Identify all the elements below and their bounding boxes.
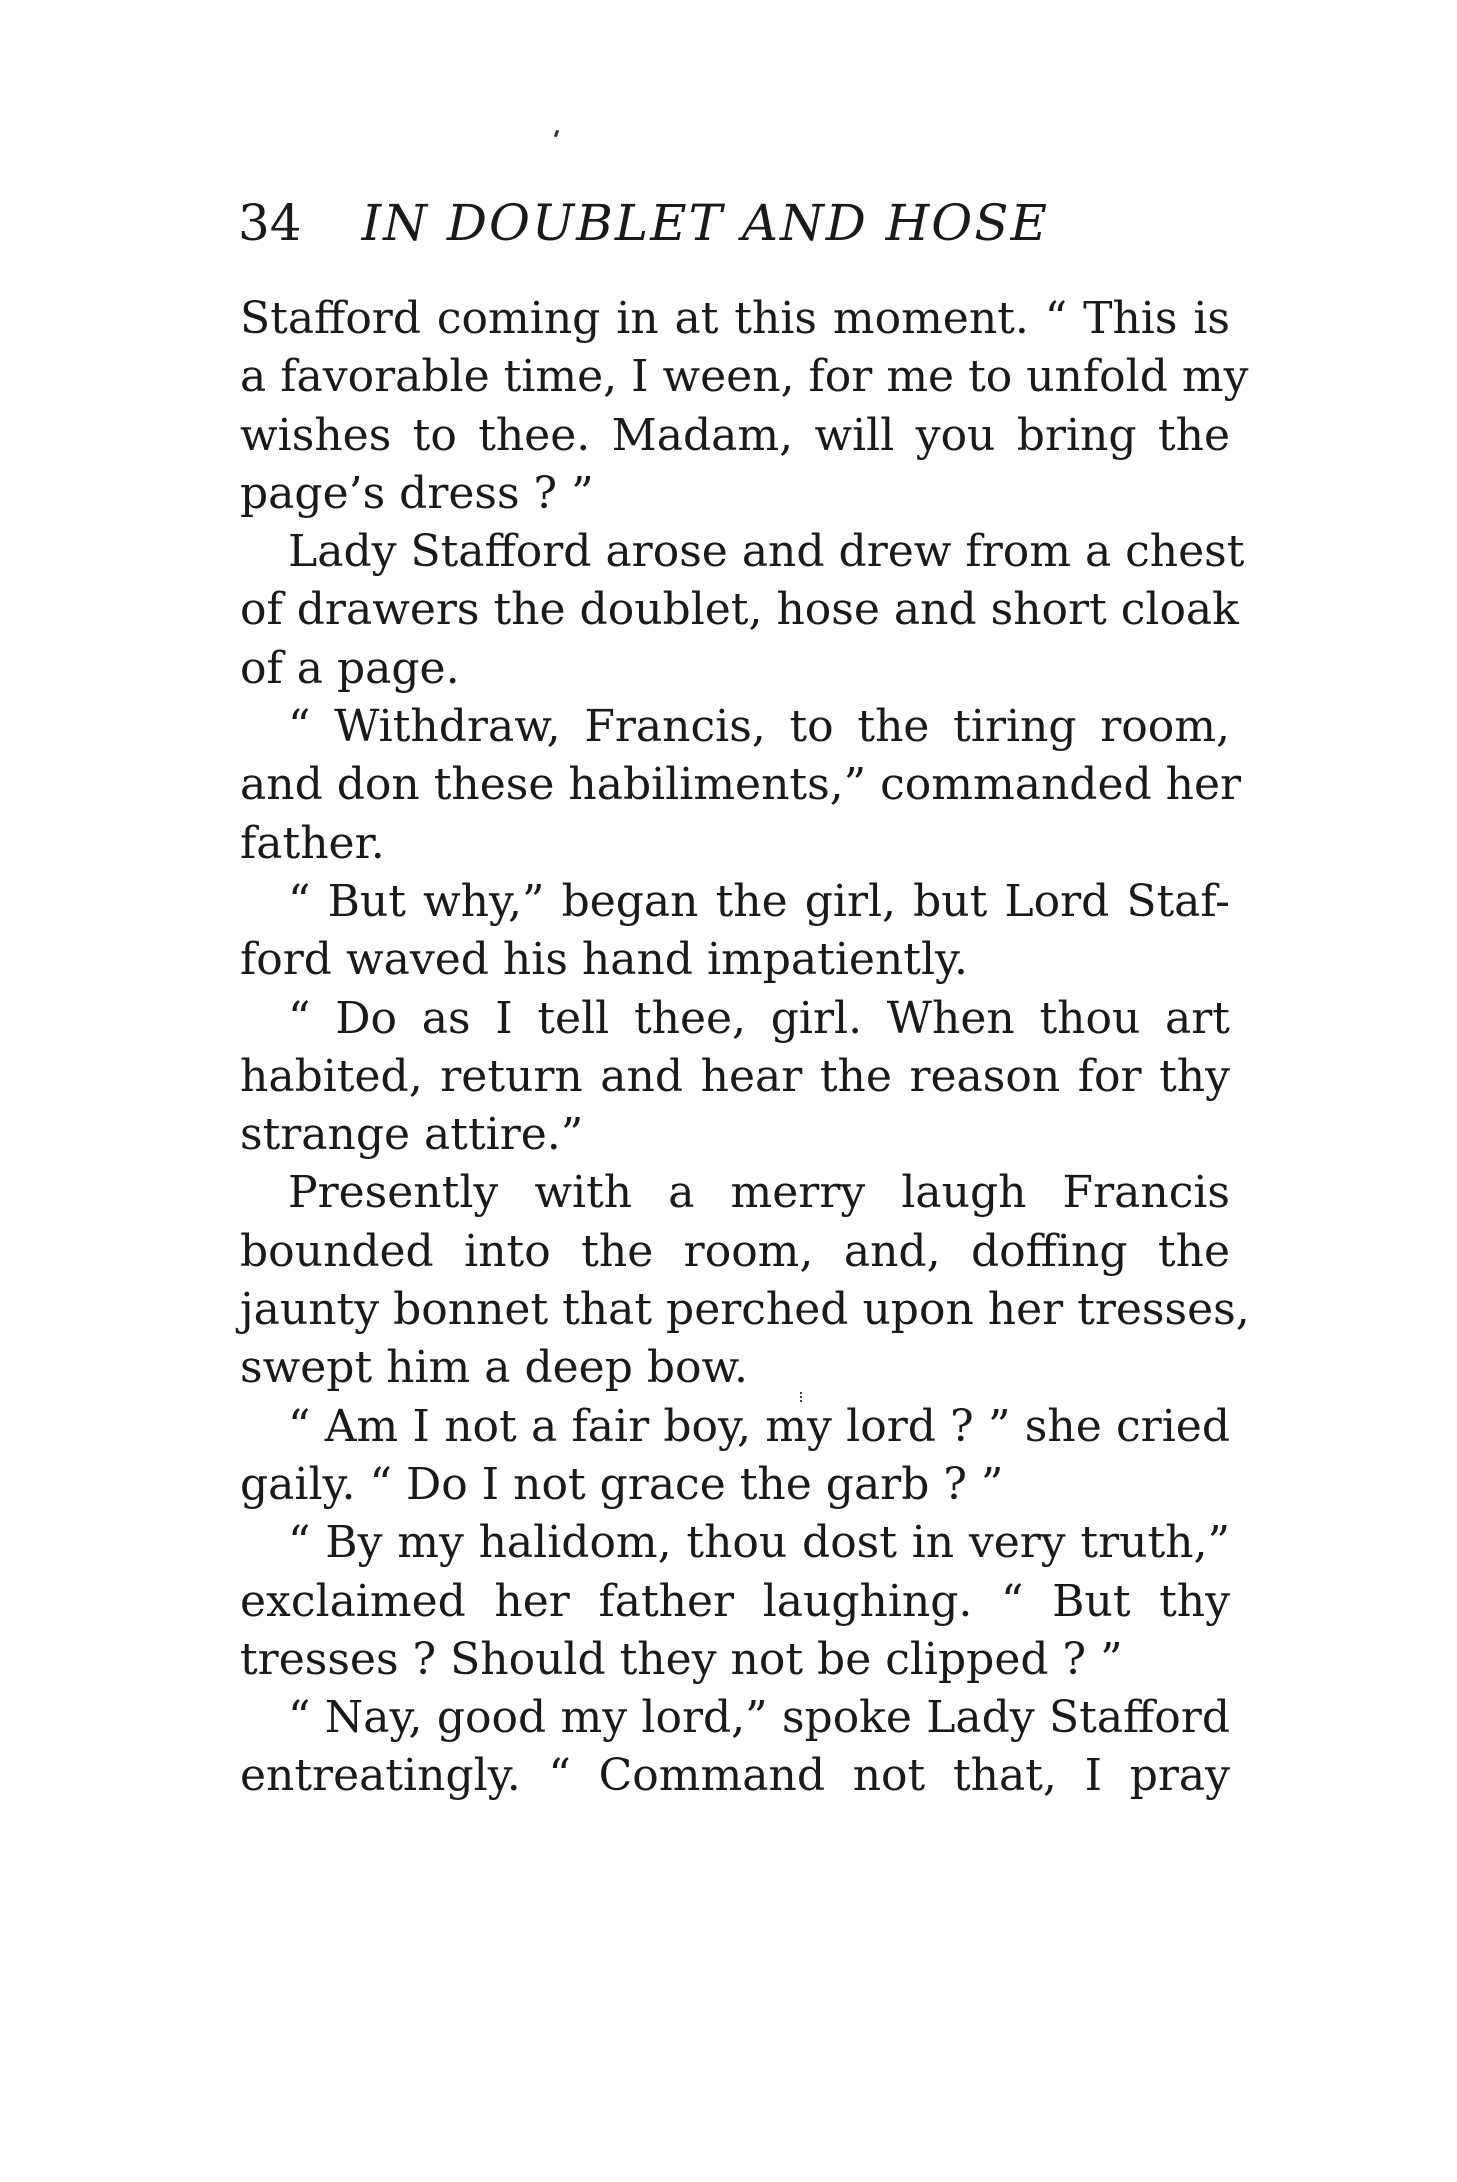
text-line: page’s dress ? ” bbox=[240, 467, 594, 519]
text-line: of a page. bbox=[240, 642, 460, 694]
text-line: a favorable time, I ween, for me to unfold my bbox=[240, 351, 1249, 403]
text-line: Stafford coming in at this moment. “ This is bbox=[240, 293, 1230, 344]
print-speck bbox=[554, 130, 559, 138]
text-line: of drawers the doublet, hose and short cloak bbox=[240, 584, 1239, 636]
text-line: gaily. “ Do I not grace the garb ? ” bbox=[240, 1458, 1004, 1510]
page-header bbox=[238, 188, 1238, 258]
running-title: IN DOUBLET AND HOSE bbox=[361, 194, 1050, 252]
text-line: “ Withdraw, Francis, to the tiring room, bbox=[288, 701, 1230, 753]
text-body bbox=[240, 290, 1250, 1806]
text-line: jaunty bonnet that perched upon her tresses, bbox=[240, 1284, 1250, 1336]
text-line: Lady Stafford arose and drew from a chest bbox=[288, 526, 1245, 578]
text-line: exclaimed her father laughing. “ But thy bbox=[240, 1575, 1230, 1627]
page-number: 34 bbox=[238, 194, 302, 252]
text-line: “ But why,” began the girl, but Lord Staf- bbox=[288, 875, 1230, 927]
text-line: bounded into the room, and, doffing the bbox=[240, 1225, 1230, 1277]
text-line: “ Am I not a fair boy, my lord ? ” she cried bbox=[288, 1400, 1230, 1452]
text-line: entreatingly. “ Command not that, I pray bbox=[240, 1750, 1230, 1802]
text-line: and don these habiliments,” commanded her bbox=[240, 759, 1242, 811]
text-line: “ By my halidom, thou dost in very truth,” bbox=[288, 1517, 1230, 1569]
text-line: wishes to thee. Madam, will you bring the bbox=[240, 409, 1230, 461]
text-line: swept him a deep bow. bbox=[240, 1342, 748, 1394]
text-line: strange attire.” bbox=[240, 1109, 584, 1161]
text-line: “ Nay, good my lord,” spoke Lady Stafford bbox=[288, 1692, 1230, 1744]
text-line: ford waved his hand impatiently. bbox=[240, 934, 969, 986]
text-line: tresses ? Should they not be clipped ? ” bbox=[240, 1633, 1123, 1685]
text-line: father. bbox=[240, 817, 385, 869]
print-speck bbox=[800, 1392, 804, 1402]
text-line: habited, return and hear the reason for thy bbox=[240, 1050, 1230, 1102]
text-line: Presently with a merry laugh Francis bbox=[288, 1167, 1230, 1219]
text-line: “ Do as I tell thee, girl. When thou art bbox=[288, 992, 1230, 1044]
